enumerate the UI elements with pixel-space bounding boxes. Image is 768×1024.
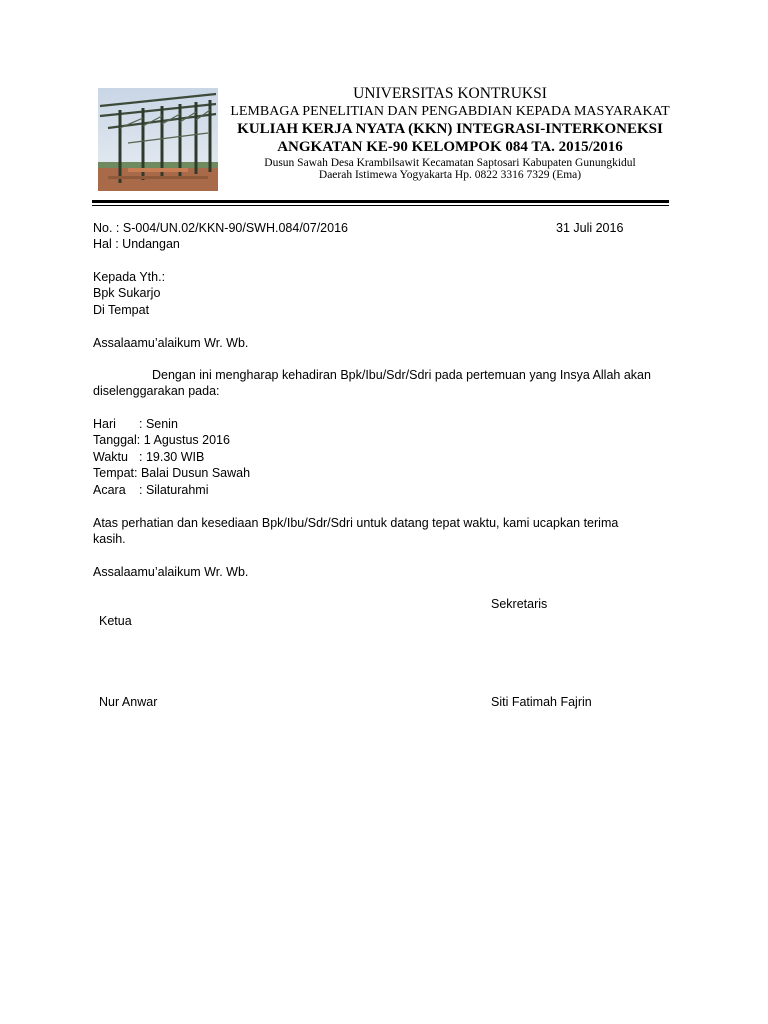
detail-label: Tempat [93,466,134,480]
detail-label: Waktu [93,450,128,464]
institute-name: LEMBAGA PENELITIAN DAN PENGABDIAN KEPADA MASYARAKAT [230,104,670,119]
recipient-place: Di Tempat [93,303,150,317]
address-line-2: Daerah Istimewa Yogyakarta Hp. 0822 3316 7329 (Ema) [318,169,582,181]
opening-line-1: Dengan ini mengharap kehadiran Bpk/Ibu/Sdr/Sdri pada pertemuan yang Insya Allah akan [152,368,651,382]
program-name: KULIAH KERJA NYATA (KKN) INTEGRASI-INTERKONEKSI [237,121,663,137]
letter-date: 31 Juli 2016 [556,221,624,235]
detail-row [93,416,178,432]
detail-label: Hari [93,417,116,431]
detail-label: Tanggal [93,433,137,447]
header-divider-thin [92,205,669,206]
chair-name: Nur Anwar [99,695,158,709]
detail-value: : Balai Dusun Sawah [134,466,251,480]
detail-label: Acara [93,483,126,497]
detail-value: : Senin [139,417,178,431]
letter-subject: Hal : Undangan [93,237,180,251]
detail-value: : 1 Agustus 2016 [136,433,230,447]
detail-value: : 19.30 WIB [139,450,205,464]
detail-row [93,482,208,498]
closing-line-2: kasih. [93,532,126,546]
batch-name: ANGKATAN KE-90 KELOMPOK 084 TA. 2015/2016 [277,139,623,155]
address-line-1: Dusun Sawah Desa Krambilsawit Kecamatan Saptosari Kabupaten Gunungkidul [264,157,636,169]
letter-number: No. : S-004/UN.02/KKN-90/SWH.084/07/2016 [93,221,348,235]
chair-title: Ketua [99,614,132,628]
steel-frame-building-photo [98,88,218,191]
detail-value: : Silaturahmi [139,483,209,497]
opening-line-2: diselenggarakan pada: [93,384,220,398]
to-label: Kepada Yth.: [93,270,166,284]
detail-row [93,465,250,481]
secretary-name: Siti Fatimah Fajrin [491,695,592,709]
detail-row [93,449,204,465]
header-divider-thick [92,200,669,203]
detail-row [93,432,230,448]
greeting: Assalaamu’alaikum Wr. Wb. [93,336,249,350]
farewell: Assalaamu’alaikum Wr. Wb. [93,565,249,579]
closing-line-1: Atas perhatian dan kesediaan Bpk/Ibu/Sdr/Sdri untuk datang tepat waktu, kami ucapkan terima [93,516,619,530]
secretary-title: Sekretaris [491,597,548,611]
university-name: UNIVERSITAS KONTRUKSI [353,85,547,102]
recipient-name: Bpk Sukarjo [93,286,161,300]
